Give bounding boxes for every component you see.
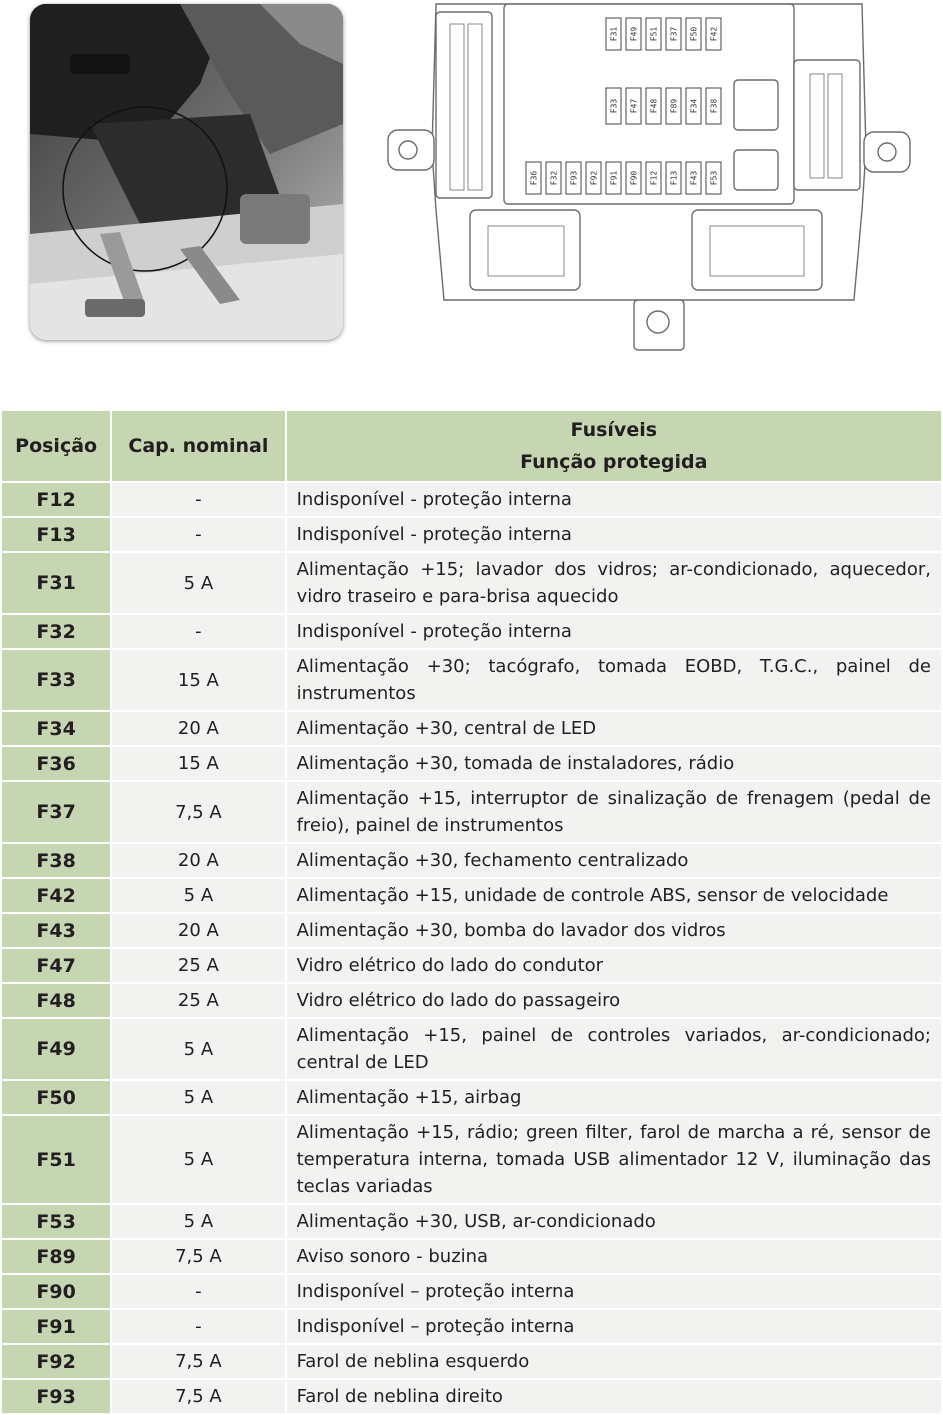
table-row — [2, 1019, 941, 1079]
table-row — [2, 984, 941, 1017]
fuse-position: F47 — [2, 949, 110, 982]
fuse-rating: 20 A — [112, 712, 284, 745]
fuse-function: Alimentação +30, central de LED — [287, 712, 941, 745]
fuse-slot-label: F53 — [709, 170, 719, 186]
fuse-slot-label: F33 — [609, 98, 619, 114]
fuse-position: F42 — [2, 879, 110, 912]
fuse-rating: 20 A — [112, 914, 284, 947]
fuse-position: F49 — [2, 1019, 110, 1079]
fuse-position: F34 — [2, 712, 110, 745]
fuse-position: F92 — [2, 1345, 110, 1378]
table-row — [2, 1116, 941, 1203]
fuse-position: F31 — [2, 553, 110, 613]
fuse-rating: 15 A — [112, 747, 284, 780]
table-row — [2, 483, 941, 516]
fuse-slot-label: F90 — [629, 170, 639, 186]
fuse-function: Indisponível – proteção interna — [287, 1275, 941, 1308]
table-row — [2, 1380, 941, 1413]
table-row — [2, 553, 941, 613]
fuse-position: F90 — [2, 1275, 110, 1308]
fuse-rating: 7,5 A — [112, 1240, 284, 1273]
fuse-rating: 15 A — [112, 650, 284, 710]
fuse-slot-label: F48 — [649, 98, 659, 114]
fuse-rating: 5 A — [112, 1081, 284, 1114]
fuse-position: F13 — [2, 518, 110, 551]
table-row — [2, 615, 941, 648]
fuse-rating: 7,5 A — [112, 1345, 284, 1378]
fuse-slot-label: F36 — [529, 170, 539, 186]
fuse-rating: - — [112, 1275, 284, 1308]
table-row — [2, 747, 941, 780]
fuse-slot-label: F38 — [709, 98, 719, 114]
fuse-function: Indisponível - proteção interna — [287, 518, 941, 551]
fuse-function: Alimentação +30; tacógrafo, tomada EOBD, T.G.C., painel de instrumentos — [287, 650, 941, 710]
fuse-function: Alimentação +15, painel de controles variados, ar-condicionado; central de LED — [287, 1019, 941, 1079]
fuse-rating: 5 A — [112, 1019, 284, 1079]
table-row — [2, 914, 941, 947]
table-row — [2, 1240, 941, 1273]
fuse-slot-label: F43 — [689, 170, 699, 186]
fuse-rating: 5 A — [112, 553, 284, 613]
fuse-slot-label: F32 — [549, 170, 559, 186]
table-row — [2, 1205, 941, 1238]
fuse-slot-label: F93 — [569, 170, 579, 186]
table-row — [2, 518, 941, 551]
fuse-position: F53 — [2, 1205, 110, 1238]
fuse-function: Alimentação +15, unidade de controle ABS, sensor de velocidade — [287, 879, 941, 912]
fuse-rating: 5 A — [112, 1205, 284, 1238]
fuse-table-body — [2, 483, 941, 1413]
fuse-rating: - — [112, 615, 284, 648]
header-function-label: Função protegida — [520, 451, 708, 473]
fuse-function: Alimentação +30, bomba do lavador dos vidros — [287, 914, 941, 947]
fuse-slot-label: F91 — [609, 170, 619, 186]
fuse-rating: - — [112, 518, 284, 551]
table-row — [2, 782, 941, 842]
fuse-position: F12 — [2, 483, 110, 516]
header-group: Fusíveis — [570, 419, 658, 441]
table-row — [2, 712, 941, 745]
table-row — [2, 949, 941, 982]
fuse-rating: 25 A — [112, 949, 284, 982]
fuse-function: Alimentação +30, tomada de instaladores, rádio — [287, 747, 941, 780]
fuse-position: F89 — [2, 1240, 110, 1273]
header-function — [287, 411, 941, 481]
fuse-slot-label: F37 — [669, 26, 679, 42]
fuse-function: Alimentação +15; lavador dos vidros; ar-condicionado, aquecedor, vidro traseiro e para-brisa aquecido — [287, 553, 941, 613]
fuse-rating: - — [112, 1310, 284, 1343]
fuse-slot-label: F50 — [689, 26, 699, 42]
fuse-function: Alimentação +30, USB, ar-condicionado — [287, 1205, 941, 1238]
fuse-rating: 5 A — [112, 1116, 284, 1203]
fuse-function: Vidro elétrico do lado do passageiro — [287, 984, 941, 1017]
fuse-rating: 25 A — [112, 984, 284, 1017]
table-row — [2, 1081, 941, 1114]
fuse-slot-label: F42 — [709, 26, 719, 42]
fuse-table — [0, 409, 943, 1415]
table-row — [2, 879, 941, 912]
fuse-box-location-photo — [30, 4, 343, 340]
fuse-slot-label: F12 — [649, 170, 659, 186]
fuse-function: Indisponível – proteção interna — [287, 1310, 941, 1343]
fuse-function: Alimentação +15, rádio; green filter, farol de marcha a ré, sensor de temperatura interna, tomada USB alimentador 12 V, iluminação das teclas variadas — [287, 1116, 941, 1203]
table-row — [2, 1345, 941, 1378]
fuse-slot-label: F51 — [649, 26, 659, 42]
fuse-function: Vidro elétrico do lado do condutor — [287, 949, 941, 982]
fuse-function: Farol de neblina direito — [287, 1380, 941, 1413]
fuse-position: F50 — [2, 1081, 110, 1114]
fuse-rating: 20 A — [112, 844, 284, 877]
fuse-position: F36 — [2, 747, 110, 780]
fuse-slot-label: F89 — [669, 98, 679, 114]
fuse-rating: 7,5 A — [112, 782, 284, 842]
fuse-slot-label: F49 — [629, 26, 639, 42]
fuse-slot-label: F47 — [629, 98, 639, 114]
table-row — [2, 650, 941, 710]
fuse-function: Indisponível - proteção interna — [287, 615, 941, 648]
fuse-position: F37 — [2, 782, 110, 842]
fuse-position: F38 — [2, 844, 110, 877]
fuse-slot-label: F92 — [589, 170, 599, 186]
fuse-rating: - — [112, 483, 284, 516]
header-position: Posição — [2, 411, 110, 481]
table-row — [2, 1275, 941, 1308]
fuse-position: F91 — [2, 1310, 110, 1343]
fuse-position: F93 — [2, 1380, 110, 1413]
fuse-function: Farol de neblina esquerdo — [287, 1345, 941, 1378]
fuse-function: Alimentação +15, interruptor de sinalização de frenagem (pedal de freio), painel de instrumentos — [287, 782, 941, 842]
fuse-position: F48 — [2, 984, 110, 1017]
fuse-slot-label: F31 — [609, 26, 619, 42]
fuse-function: Alimentação +15, airbag — [287, 1081, 941, 1114]
fuse-position: F32 — [2, 615, 110, 648]
table-row — [2, 844, 941, 877]
fuse-box-diagram — [384, 0, 914, 358]
table-header-row — [2, 411, 941, 481]
fuse-slot-label: F13 — [669, 170, 679, 186]
fuse-slot-label: F34 — [689, 98, 699, 114]
fuse-rating: 5 A — [112, 879, 284, 912]
table-row — [2, 1310, 941, 1343]
fuse-rating: 7,5 A — [112, 1380, 284, 1413]
header-rating: Cap. nominal — [112, 411, 284, 481]
fuse-function: Aviso sonoro - buzina — [287, 1240, 941, 1273]
fuse-position: F33 — [2, 650, 110, 710]
fuse-function: Indisponível - proteção interna — [287, 483, 941, 516]
fuse-function: Alimentação +30, fechamento centralizado — [287, 844, 941, 877]
fuse-position: F51 — [2, 1116, 110, 1203]
fuse-position: F43 — [2, 914, 110, 947]
